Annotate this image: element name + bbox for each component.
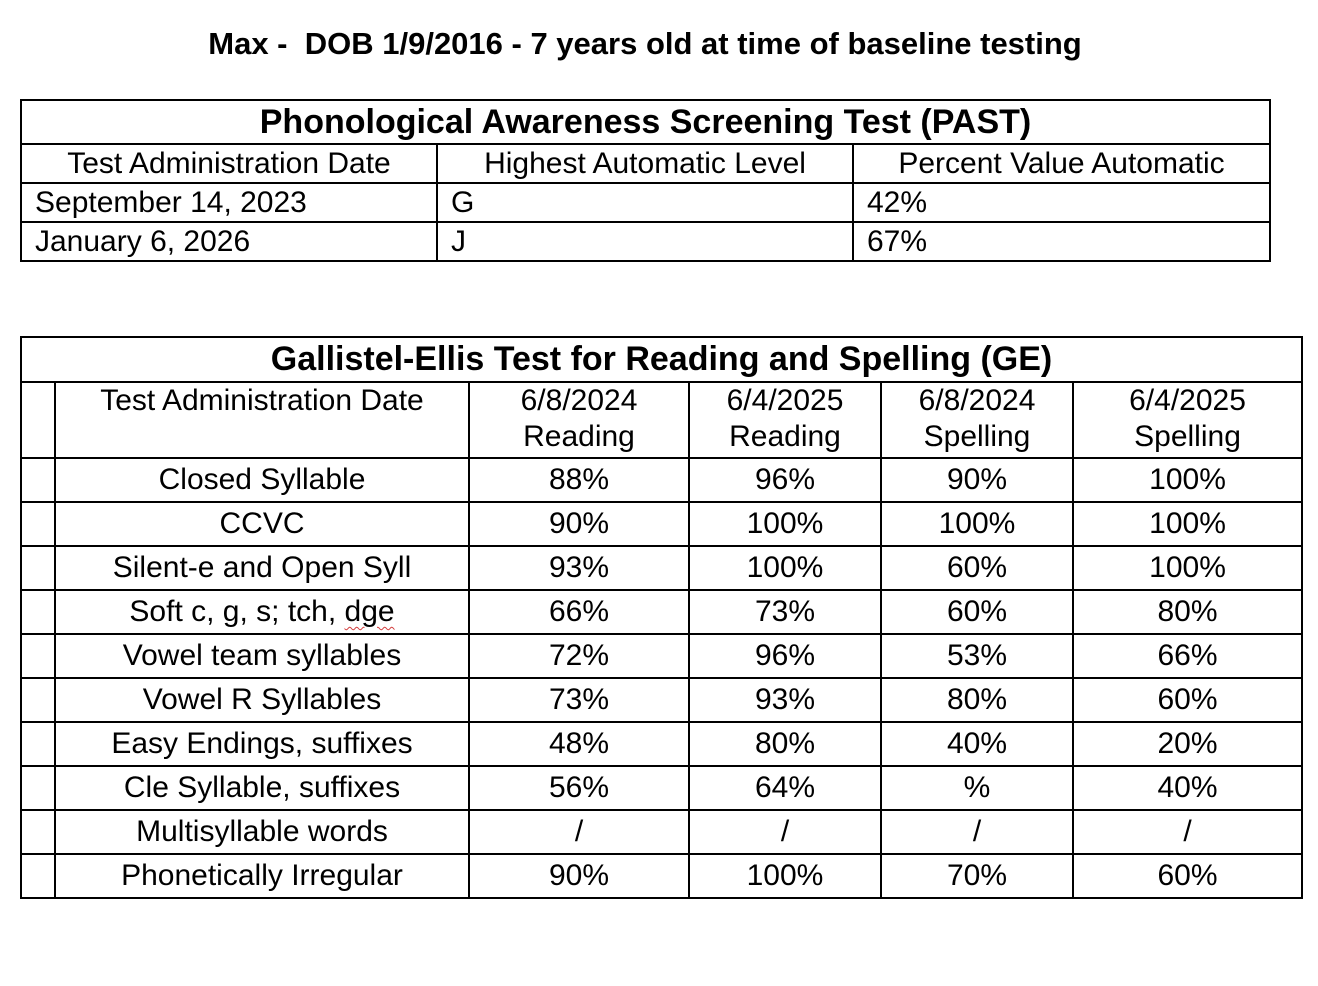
- ge-row-label: CCVC: [55, 502, 469, 546]
- ge-header-type: Spelling: [1134, 420, 1241, 453]
- ge-cell: 93%: [469, 546, 689, 590]
- ge-cell: 40%: [881, 722, 1073, 766]
- ge-blank-cell: [21, 590, 55, 634]
- ge-cell: 56%: [469, 766, 689, 810]
- ge-blank-cell: [21, 854, 55, 898]
- ge-header-date: 6/8/2024: [918, 384, 1036, 417]
- ge-cell: 90%: [469, 502, 689, 546]
- ge-header-col: [881, 382, 1073, 458]
- ge-cell: /: [1073, 810, 1302, 854]
- ge-cell: 48%: [469, 722, 689, 766]
- ge-blank-cell: [21, 722, 55, 766]
- ge-cell: 60%: [881, 590, 1073, 634]
- ge-cell: 60%: [881, 546, 1073, 590]
- ge-header-row: [21, 382, 1302, 458]
- past-header-percent: Percent Value Automatic: [853, 144, 1270, 183]
- ge-blank-cell: [21, 766, 55, 810]
- ge-cell: 80%: [1073, 590, 1302, 634]
- ge-row: [21, 458, 1302, 502]
- past-cell-date: September 14, 2023: [21, 183, 437, 222]
- ge-row: [21, 810, 1302, 854]
- ge-header-col: [1073, 382, 1302, 458]
- document-title: Max - DOB 1/9/2016 - 7 years old at time of baseline testing: [208, 26, 1082, 61]
- past-table: [20, 99, 1271, 262]
- ge-cell: 88%: [469, 458, 689, 502]
- ge-cell: 66%: [469, 590, 689, 634]
- past-title: Phonological Awareness Screening Test (PAST): [21, 100, 1270, 144]
- ge-blank-cell: [21, 546, 55, 590]
- ge-cell: 53%: [881, 634, 1073, 678]
- ge-row-label: Vowel R Syllables: [55, 678, 469, 722]
- ge-row: [21, 854, 1302, 898]
- ge-cell: 73%: [469, 678, 689, 722]
- ge-cell: 66%: [1073, 634, 1302, 678]
- ge-cell: %: [881, 766, 1073, 810]
- ge-cell: 60%: [1073, 854, 1302, 898]
- ge-cell: 96%: [689, 634, 881, 678]
- ge-cell: 100%: [689, 854, 881, 898]
- ge-row: [21, 766, 1302, 810]
- ge-header-type: Reading: [729, 420, 841, 453]
- past-row: [21, 222, 1270, 261]
- ge-header-label: Test Administration Date: [55, 382, 469, 458]
- ge-header-date: 6/4/2025: [1129, 384, 1246, 417]
- ge-header-col: [469, 382, 689, 458]
- ge-cell: /: [689, 810, 881, 854]
- ge-cell: 93%: [689, 678, 881, 722]
- past-header-row: [21, 144, 1270, 183]
- ge-blank-cell: [21, 810, 55, 854]
- ge-cell: 80%: [689, 722, 881, 766]
- ge-row-label: Silent-e and Open Syll: [55, 546, 469, 590]
- past-row: [21, 183, 1270, 222]
- ge-cell: 60%: [1073, 678, 1302, 722]
- ge-cell: 20%: [1073, 722, 1302, 766]
- ge-row: [21, 590, 1302, 634]
- ge-cell: 40%: [1073, 766, 1302, 810]
- ge-cell: 64%: [689, 766, 881, 810]
- past-cell-percent: 67%: [853, 222, 1270, 261]
- ge-header-type: Spelling: [923, 420, 1031, 453]
- past-cell-percent: 42%: [853, 183, 1270, 222]
- spellcheck-flagged-word: dge: [344, 595, 395, 628]
- ge-title: Gallistel-Ellis Test for Reading and Spelling (GE): [21, 337, 1302, 382]
- ge-row-label: Easy Endings, suffixes: [55, 722, 469, 766]
- ge-row-label: Cle Syllable, suffixes: [55, 766, 469, 810]
- ge-blank-cell: [21, 634, 55, 678]
- ge-row: [21, 546, 1302, 590]
- ge-row-label: Vowel team syllables: [55, 634, 469, 678]
- ge-cell: 72%: [469, 634, 689, 678]
- ge-cell: /: [469, 810, 689, 854]
- ge-cell: 100%: [1073, 502, 1302, 546]
- ge-row: [21, 722, 1302, 766]
- ge-cell: 100%: [1073, 546, 1302, 590]
- ge-row-label: Phonetically Irregular: [55, 854, 469, 898]
- ge-cell: 90%: [469, 854, 689, 898]
- ge-row-label: Closed Syllable: [55, 458, 469, 502]
- ge-header-col: [689, 382, 881, 458]
- past-cell-date: January 6, 2026: [21, 222, 437, 261]
- ge-row: [21, 502, 1302, 546]
- ge-cell: 70%: [881, 854, 1073, 898]
- ge-cell: 73%: [689, 590, 881, 634]
- ge-cell: /: [881, 810, 1073, 854]
- ge-cell: 100%: [689, 546, 881, 590]
- ge-blank-cell: [21, 502, 55, 546]
- ge-header-date: 6/4/2025: [726, 384, 844, 417]
- ge-row-label: [55, 590, 469, 634]
- ge-blank-cell: [21, 678, 55, 722]
- ge-blank-cell: [21, 458, 55, 502]
- past-header-level: Highest Automatic Level: [437, 144, 853, 183]
- ge-cell: 100%: [881, 502, 1073, 546]
- ge-header-date: 6/8/2024: [520, 384, 638, 417]
- ge-title-row: [21, 337, 1302, 382]
- ge-header-type: Reading: [523, 420, 635, 453]
- past-cell-level: J: [437, 222, 853, 261]
- ge-cell: 90%: [881, 458, 1073, 502]
- ge-blank-cell: [21, 382, 55, 458]
- ge-row: [21, 678, 1302, 722]
- ge-cell: 80%: [881, 678, 1073, 722]
- past-cell-level: G: [437, 183, 853, 222]
- ge-row-label-text: Soft c, g, s; tch,: [129, 595, 345, 628]
- ge-cell: 100%: [689, 502, 881, 546]
- past-title-row: [21, 100, 1270, 144]
- ge-table: [20, 336, 1303, 899]
- ge-row: [21, 634, 1302, 678]
- ge-row-label: Multisyllable words: [55, 810, 469, 854]
- ge-cell: 100%: [1073, 458, 1302, 502]
- past-header-date: Test Administration Date: [21, 144, 437, 183]
- ge-cell: 96%: [689, 458, 881, 502]
